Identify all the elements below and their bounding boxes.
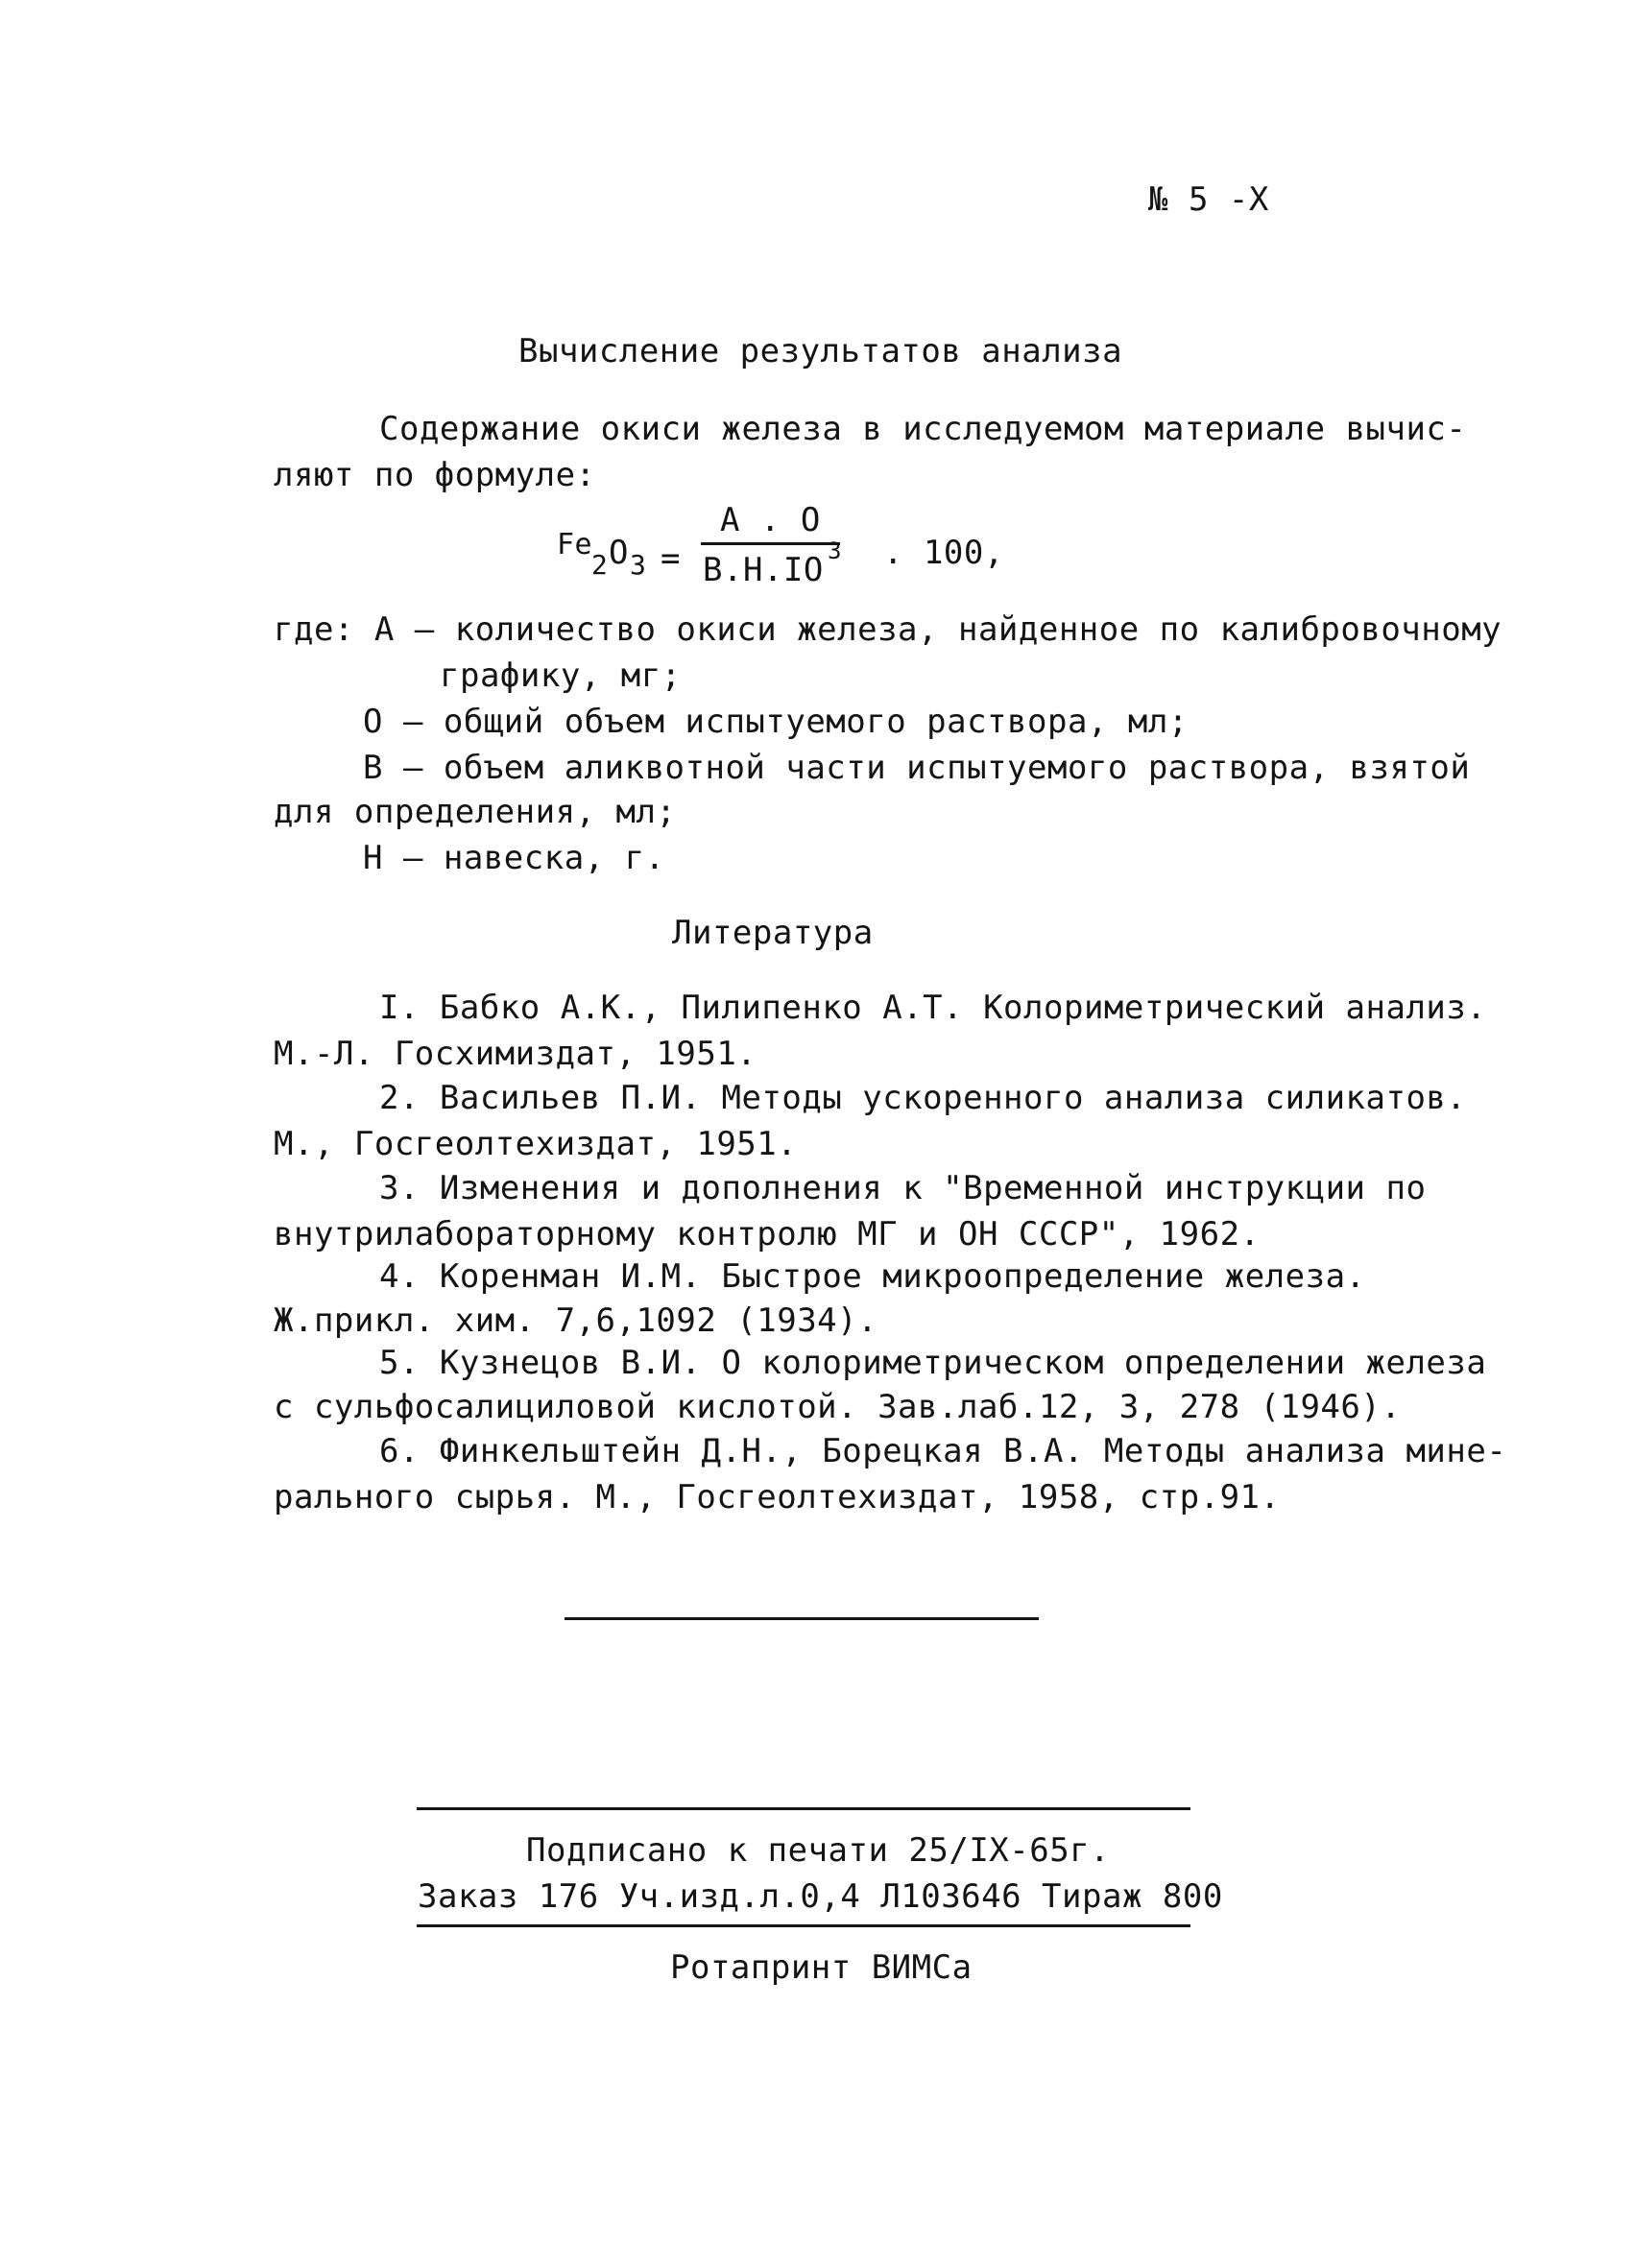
section-heading: Вычисление результатов анализа xyxy=(518,332,1123,370)
reference-4-line-1: 4. Коренман И.М. Быстрое микроопределение железа. xyxy=(379,1257,1366,1296)
imprint-order: Заказ 176 Уч.изд.л.0,4 Л103646 Тираж 800 xyxy=(418,1877,1223,1916)
reference-1-line-2: М.-Л. Госхимиздат, 1951. xyxy=(274,1035,757,1073)
reference-4-line-2: Ж.прикл. хим. 7,6,1092 (1934). xyxy=(274,1301,878,1340)
reference-5-line-1: 5. Кузнецов В.И. О колориметрическом определении железа xyxy=(379,1344,1487,1382)
formula-denominator-exponent: 3 xyxy=(828,537,842,564)
intro-line-1: Содержание окиси железа в исследуемом материале вычис- xyxy=(379,410,1467,448)
reference-3-line-2: внутрилабораторному контролю МГ и ОН СССР", 1962. xyxy=(274,1215,1261,1253)
reference-6-line-1: 6. Финкельштейн Д.Н., Борецкая В.А. Методы анализа мине- xyxy=(379,1432,1507,1470)
formula-lhs-o: O xyxy=(609,534,629,572)
definition-h: Н – навеска, г. xyxy=(363,839,665,877)
fraction-bar xyxy=(701,542,840,545)
imprint-rule-top xyxy=(417,1807,1190,1810)
formula-lhs: Fe xyxy=(557,528,593,561)
imprint-printer: Ротапринт ВИМСа xyxy=(670,1948,973,1987)
formula-numerator: А . О xyxy=(720,501,821,539)
definition-b-continued: для определения, мл; xyxy=(274,793,677,831)
formula-lhs-subscript-1: 2 xyxy=(591,549,609,581)
definition-a-continued: графику, мг; xyxy=(440,657,682,695)
separator-rule xyxy=(565,1617,1039,1620)
formula-equals: = xyxy=(661,539,681,578)
formula-denominator: В.Н.IO xyxy=(703,551,824,589)
page-number: № 5 -Х xyxy=(1148,180,1269,219)
formula-tail: . 100, xyxy=(883,534,1004,572)
reference-3-line-1: 3. Изменения и дополнения к "Временной инструкции по xyxy=(379,1169,1427,1207)
reference-1-line-1: I. Бабко А.К., Пилипенко А.Т. Колориметрический анализ. xyxy=(379,989,1487,1027)
reference-2-line-1: 2. Васильев П.И. Методы ускоренного анализа силикатов. xyxy=(379,1079,1467,1117)
definition-a: где: А – количество окиси железа, найденное по калибровочному xyxy=(274,610,1502,649)
literature-heading: Литература xyxy=(672,914,874,952)
imprint-signed: Подписано к печати 25/IX-65г. xyxy=(526,1831,1111,1870)
intro-line-2: ляют по формуле: xyxy=(274,456,596,494)
reference-5-line-2: с сульфосалициловой кислотой. Зав.лаб.12, 3, 278 (1946). xyxy=(274,1388,1402,1426)
imprint-rule-bottom xyxy=(417,1924,1190,1927)
reference-2-line-2: М., Госгеолтехиздат, 1951. xyxy=(274,1125,798,1163)
definition-o: О – общий объем испытуемого раствора, мл; xyxy=(363,703,1189,741)
reference-6-line-2: рального сырья. М., Госгеолтехиздат, 1958, стр.91. xyxy=(274,1478,1281,1516)
formula xyxy=(557,499,1037,595)
definition-b: В – объем аликвотной части испытуемого раствора, взятой xyxy=(363,749,1471,787)
formula-lhs-subscript-2: 3 xyxy=(630,549,647,581)
